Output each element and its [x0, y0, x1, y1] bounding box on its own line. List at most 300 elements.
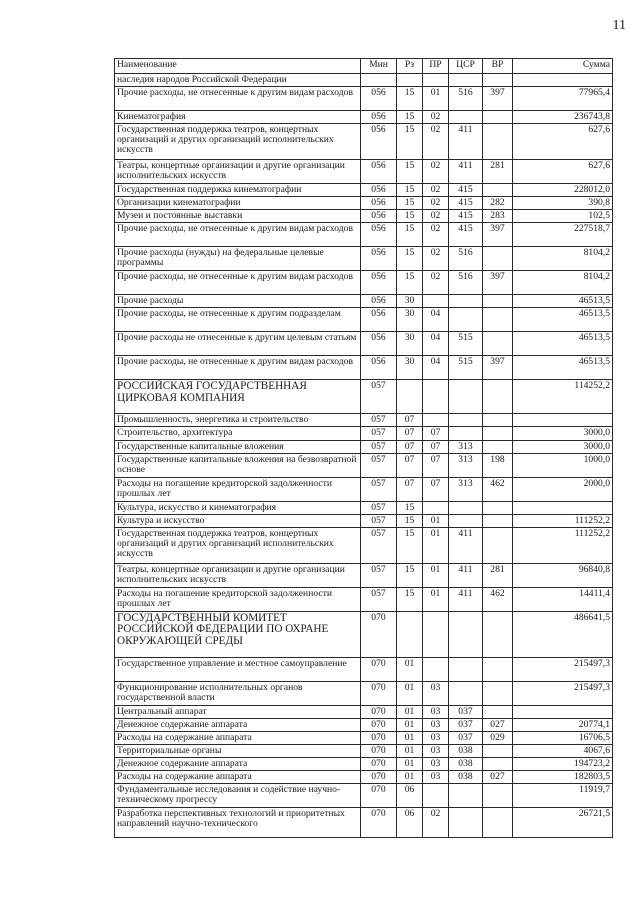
- row-name-cell: Прочие расходы, не отнесенные к другим подразделам: [115, 308, 361, 332]
- row-name-cell: Прочие расходы, не отнесенные к другим видам расходов: [115, 87, 361, 111]
- table-row: [115, 210, 613, 223]
- table-row: [115, 380, 613, 414]
- row-min-cell: 056: [361, 223, 397, 247]
- row-pr-cell: 04: [423, 356, 449, 380]
- table-row: [115, 197, 613, 210]
- row-vr-cell: 281: [483, 563, 513, 587]
- table-row: [115, 332, 613, 356]
- row-rz-cell: 06: [397, 808, 423, 838]
- row-pr-cell: 07: [423, 440, 449, 453]
- row-sum-cell: 2000,0: [513, 477, 613, 501]
- row-name-cell: Организации кинематографии: [115, 197, 361, 210]
- row-pr-cell: 02: [423, 808, 449, 838]
- row-name-cell: Территориальные органы: [115, 744, 361, 757]
- row-sum-cell: 3000,0: [513, 440, 613, 453]
- row-rz-cell: 15: [397, 160, 423, 184]
- row-vr-cell: 198: [483, 453, 513, 477]
- row-min-cell: 070: [361, 771, 397, 784]
- row-csr-cell: [449, 111, 483, 124]
- row-min-cell: 057: [361, 414, 397, 427]
- row-rz-cell: 15: [397, 124, 423, 160]
- row-sum-cell: 26721,5: [513, 808, 613, 838]
- row-min-cell: 056: [361, 332, 397, 356]
- row-pr-cell: [423, 414, 449, 427]
- header-rz: Рз: [397, 59, 423, 74]
- table-row: [115, 440, 613, 453]
- row-rz-cell: 15: [397, 87, 423, 111]
- row-rz-cell: 01: [397, 731, 423, 744]
- row-name-cell: наследия народов Российской Федерации: [115, 74, 361, 87]
- row-min-cell: 070: [361, 784, 397, 808]
- row-rz-cell: 07: [397, 427, 423, 440]
- table-row: [115, 308, 613, 332]
- row-pr-cell: [423, 380, 449, 414]
- row-min-cell: 057: [361, 563, 397, 587]
- row-name-cell: Кинематография: [115, 111, 361, 124]
- row-rz-cell: 15: [397, 210, 423, 223]
- row-name-cell: Денежное содержание аппарата: [115, 757, 361, 770]
- row-sum-cell: 111252,2: [513, 514, 613, 527]
- row-rz-cell: 15: [397, 527, 423, 563]
- row-vr-cell: 281: [483, 160, 513, 184]
- header-pr: ПР: [423, 59, 449, 74]
- row-rz-cell: 30: [397, 295, 423, 308]
- row-csr-cell: 037: [449, 718, 483, 731]
- row-csr-cell: [449, 380, 483, 414]
- row-min-cell: 057: [361, 501, 397, 514]
- row-name-cell: Театры, концертные организации и другие организации исполнительских искусств: [115, 160, 361, 184]
- row-vr-cell: [483, 527, 513, 563]
- row-rz-cell: [397, 380, 423, 414]
- row-csr-cell: 415: [449, 210, 483, 223]
- row-sum-cell: [513, 414, 613, 427]
- row-csr-cell: 411: [449, 527, 483, 563]
- row-vr-cell: [483, 611, 513, 657]
- row-vr-cell: [483, 332, 513, 356]
- row-sum-cell: 3000,0: [513, 427, 613, 440]
- row-pr-cell: 07: [423, 427, 449, 440]
- table-row: [115, 744, 613, 757]
- row-name-cell: Государственные капитальные вложения: [115, 440, 361, 453]
- row-min-cell: 070: [361, 731, 397, 744]
- row-csr-cell: 516: [449, 271, 483, 295]
- row-pr-cell: 01: [423, 527, 449, 563]
- row-min-cell: 056: [361, 197, 397, 210]
- row-name-cell: Расходы на содержание аппарата: [115, 771, 361, 784]
- row-rz-cell: 01: [397, 681, 423, 705]
- table-row: [115, 74, 613, 87]
- row-rz-cell: 15: [397, 514, 423, 527]
- row-vr-cell: [483, 295, 513, 308]
- row-rz-cell: 01: [397, 771, 423, 784]
- row-vr-cell: [483, 427, 513, 440]
- row-vr-cell: [483, 124, 513, 160]
- row-min-cell: 057: [361, 477, 397, 501]
- row-sum-cell: [513, 501, 613, 514]
- table-row: [115, 223, 613, 247]
- row-rz-cell: 15: [397, 197, 423, 210]
- table-row: [115, 587, 613, 611]
- row-csr-cell: [449, 427, 483, 440]
- row-name-cell: Денежное содержание аппарата: [115, 718, 361, 731]
- row-csr-cell: 038: [449, 771, 483, 784]
- row-csr-cell: 411: [449, 587, 483, 611]
- row-csr-cell: 038: [449, 744, 483, 757]
- row-min-cell: 056: [361, 111, 397, 124]
- row-csr-cell: 516: [449, 247, 483, 271]
- row-sum-cell: 228012,0: [513, 184, 613, 197]
- row-name-cell: Прочие расходы, не отнесенные к другим видам расходов: [115, 271, 361, 295]
- row-csr-cell: 411: [449, 124, 483, 160]
- row-sum-cell: 227518,7: [513, 223, 613, 247]
- row-rz-cell: 30: [397, 308, 423, 332]
- row-vr-cell: [483, 501, 513, 514]
- row-pr-cell: [423, 295, 449, 308]
- row-min-cell: 070: [361, 681, 397, 705]
- row-sum-cell: 16706,5: [513, 731, 613, 744]
- row-sum-cell: 194723,2: [513, 757, 613, 770]
- row-name-cell: Государственная поддержка кинематографии: [115, 184, 361, 197]
- header-min: Мин: [361, 59, 397, 74]
- table-row: [115, 784, 613, 808]
- row-rz-cell: [397, 74, 423, 87]
- row-min-cell: 070: [361, 718, 397, 731]
- header-name: Наименование: [115, 59, 361, 74]
- table-row: [115, 731, 613, 744]
- row-name-cell: Центральный аппарат: [115, 705, 361, 718]
- row-rz-cell: 06: [397, 784, 423, 808]
- row-sum-cell: 182803,5: [513, 771, 613, 784]
- row-sum-cell: 627,6: [513, 160, 613, 184]
- row-sum-cell: 8104,2: [513, 247, 613, 271]
- row-csr-cell: [449, 514, 483, 527]
- row-sum-cell: 1000,0: [513, 453, 613, 477]
- row-csr-cell: 415: [449, 223, 483, 247]
- row-name-cell: ГОСУДАРСТВЕННЫЙ КОМИТЕТ РОССИЙСКОЙ ФЕДЕРАЦИИ ПО ОХРАНЕ ОКРУЖАЮЩЕЙ СРЕДЫ: [115, 611, 361, 657]
- row-sum-cell: 390,8: [513, 197, 613, 210]
- row-name-cell: Промышленность, энергетика и строительство: [115, 414, 361, 427]
- table-row: [115, 611, 613, 657]
- table-row: [115, 477, 613, 501]
- row-sum-cell: 46513,5: [513, 295, 613, 308]
- row-min-cell: 057: [361, 380, 397, 414]
- row-sum-cell: 46513,5: [513, 308, 613, 332]
- row-sum-cell: 14411,4: [513, 587, 613, 611]
- row-name-cell: Разработка перспективных технологий и приоритетных направлений научно-технического: [115, 808, 361, 838]
- row-sum-cell: 114252,2: [513, 380, 613, 414]
- row-vr-cell: 462: [483, 587, 513, 611]
- row-name-cell: Музеи и постоянные выставки: [115, 210, 361, 223]
- table-body: [115, 74, 613, 838]
- row-sum-cell: 46513,5: [513, 356, 613, 380]
- row-vr-cell: 027: [483, 718, 513, 731]
- row-pr-cell: [423, 611, 449, 657]
- row-vr-cell: [483, 308, 513, 332]
- row-csr-cell: [449, 295, 483, 308]
- row-pr-cell: 02: [423, 247, 449, 271]
- row-csr-cell: [449, 808, 483, 838]
- row-rz-cell: 15: [397, 184, 423, 197]
- table-row: [115, 527, 613, 563]
- row-pr-cell: 03: [423, 731, 449, 744]
- row-vr-cell: [483, 784, 513, 808]
- row-rz-cell: 30: [397, 332, 423, 356]
- row-min-cell: 057: [361, 453, 397, 477]
- table-row: [115, 718, 613, 731]
- table-row: [115, 705, 613, 718]
- row-min-cell: 057: [361, 514, 397, 527]
- row-rz-cell: 15: [397, 223, 423, 247]
- row-vr-cell: [483, 808, 513, 838]
- row-min-cell: 056: [361, 87, 397, 111]
- row-rz-cell: 07: [397, 453, 423, 477]
- row-rz-cell: 07: [397, 477, 423, 501]
- row-csr-cell: 411: [449, 563, 483, 587]
- row-sum-cell: 215497,3: [513, 657, 613, 681]
- row-pr-cell: 07: [423, 477, 449, 501]
- row-min-cell: 057: [361, 427, 397, 440]
- table-row: [115, 501, 613, 514]
- row-rz-cell: 07: [397, 414, 423, 427]
- row-pr-cell: 01: [423, 587, 449, 611]
- row-pr-cell: 04: [423, 308, 449, 332]
- row-min-cell: 057: [361, 527, 397, 563]
- row-csr-cell: 415: [449, 197, 483, 210]
- row-csr-cell: 038: [449, 757, 483, 770]
- row-sum-cell: 8104,2: [513, 271, 613, 295]
- row-pr-cell: 03: [423, 718, 449, 731]
- row-rz-cell: 07: [397, 440, 423, 453]
- row-pr-cell: 02: [423, 223, 449, 247]
- table-row: [115, 771, 613, 784]
- row-sum-cell: 46513,5: [513, 332, 613, 356]
- header-csr: ЦСР: [449, 59, 483, 74]
- row-pr-cell: 03: [423, 744, 449, 757]
- row-sum-cell: 4067,6: [513, 744, 613, 757]
- table-row: [115, 295, 613, 308]
- budget-table: [114, 58, 613, 838]
- header-sum: Сумма: [513, 59, 613, 74]
- row-vr-cell: [483, 514, 513, 527]
- row-csr-cell: [449, 308, 483, 332]
- row-rz-cell: 15: [397, 247, 423, 271]
- row-pr-cell: 02: [423, 124, 449, 160]
- row-pr-cell: 03: [423, 681, 449, 705]
- row-rz-cell: 15: [397, 111, 423, 124]
- row-pr-cell: 03: [423, 705, 449, 718]
- row-csr-cell: 037: [449, 731, 483, 744]
- row-vr-cell: 029: [483, 731, 513, 744]
- row-name-cell: Культура и искусство: [115, 514, 361, 527]
- row-pr-cell: 02: [423, 210, 449, 223]
- row-sum-cell: 102,5: [513, 210, 613, 223]
- row-vr-cell: [483, 184, 513, 197]
- row-vr-cell: 397: [483, 223, 513, 247]
- row-sum-cell: [513, 705, 613, 718]
- table-row: [115, 657, 613, 681]
- row-csr-cell: 411: [449, 160, 483, 184]
- row-name-cell: Фундаментальные исследования и содействие научно-техническому прогрессу: [115, 784, 361, 808]
- row-rz-cell: 01: [397, 657, 423, 681]
- row-sum-cell: 20774,1: [513, 718, 613, 731]
- row-vr-cell: [483, 440, 513, 453]
- row-pr-cell: 02: [423, 111, 449, 124]
- row-rz-cell: 01: [397, 744, 423, 757]
- row-name-cell: Прочие расходы: [115, 295, 361, 308]
- row-pr-cell: 02: [423, 184, 449, 197]
- row-rz-cell: 15: [397, 587, 423, 611]
- row-vr-cell: [483, 414, 513, 427]
- row-name-cell: Прочие расходы (нужды) на федеральные целевые программы: [115, 247, 361, 271]
- row-sum-cell: 96840,8: [513, 563, 613, 587]
- table-row: [115, 111, 613, 124]
- row-min-cell: 056: [361, 295, 397, 308]
- row-pr-cell: [423, 784, 449, 808]
- row-min-cell: 070: [361, 757, 397, 770]
- row-min-cell: 057: [361, 587, 397, 611]
- row-rz-cell: 30: [397, 356, 423, 380]
- row-pr-cell: 02: [423, 271, 449, 295]
- row-min-cell: 056: [361, 210, 397, 223]
- table-row: [115, 681, 613, 705]
- row-name-cell: Государственная поддержка театров, концертных организаций и других организаций исполнительских искусств: [115, 124, 361, 160]
- row-vr-cell: 027: [483, 771, 513, 784]
- row-min-cell: [361, 74, 397, 87]
- row-min-cell: 056: [361, 308, 397, 332]
- row-min-cell: 070: [361, 705, 397, 718]
- row-csr-cell: 313: [449, 453, 483, 477]
- row-name-cell: Расходы на погашение кредиторской задолженности прошлых лет: [115, 477, 361, 501]
- table-row: [115, 514, 613, 527]
- table-row: [115, 757, 613, 770]
- row-rz-cell: 01: [397, 718, 423, 731]
- row-pr-cell: 01: [423, 514, 449, 527]
- row-sum-cell: 486641,5: [513, 611, 613, 657]
- row-rz-cell: 15: [397, 271, 423, 295]
- row-csr-cell: 515: [449, 356, 483, 380]
- row-name-cell: Функционирование исполнительных органов государственной власти: [115, 681, 361, 705]
- row-csr-cell: 516: [449, 87, 483, 111]
- row-csr-cell: 313: [449, 440, 483, 453]
- row-min-cell: 056: [361, 160, 397, 184]
- row-sum-cell: [513, 74, 613, 87]
- row-vr-cell: 397: [483, 87, 513, 111]
- row-sum-cell: 111252,2: [513, 527, 613, 563]
- row-sum-cell: 215497,3: [513, 681, 613, 705]
- row-name-cell: РОССИЙСКАЯ ГОСУДАРСТВЕННАЯ ЦИРКОВАЯ КОМПАНИЯ: [115, 380, 361, 414]
- row-min-cell: 070: [361, 657, 397, 681]
- row-pr-cell: [423, 501, 449, 514]
- row-pr-cell: 01: [423, 563, 449, 587]
- row-csr-cell: [449, 611, 483, 657]
- row-pr-cell: 01: [423, 87, 449, 111]
- row-csr-cell: 313: [449, 477, 483, 501]
- row-pr-cell: 02: [423, 160, 449, 184]
- table-row: [115, 160, 613, 184]
- row-csr-cell: [449, 784, 483, 808]
- row-csr-cell: [449, 74, 483, 87]
- table-row: [115, 271, 613, 295]
- row-csr-cell: [449, 501, 483, 514]
- row-pr-cell: 07: [423, 453, 449, 477]
- table-row: [115, 808, 613, 838]
- row-vr-cell: [483, 705, 513, 718]
- row-pr-cell: 03: [423, 757, 449, 770]
- row-name-cell: Расходы на погашение кредиторской задолженности прошлых лет: [115, 587, 361, 611]
- row-vr-cell: [483, 744, 513, 757]
- row-vr-cell: [483, 111, 513, 124]
- table-row: [115, 414, 613, 427]
- row-min-cell: 056: [361, 356, 397, 380]
- row-csr-cell: 515: [449, 332, 483, 356]
- row-sum-cell: 236743,8: [513, 111, 613, 124]
- row-name-cell: Строительство, архитектура: [115, 427, 361, 440]
- row-pr-cell: 04: [423, 332, 449, 356]
- row-rz-cell: 01: [397, 757, 423, 770]
- row-pr-cell: [423, 657, 449, 681]
- page-number: 11: [612, 18, 626, 33]
- row-name-cell: Культура, искусство и кинематография: [115, 501, 361, 514]
- row-vr-cell: 397: [483, 356, 513, 380]
- row-name-cell: Прочие расходы не отнесенные к другим целевым статьям: [115, 332, 361, 356]
- row-vr-cell: [483, 657, 513, 681]
- row-rz-cell: 15: [397, 501, 423, 514]
- row-name-cell: Прочие расходы, не отнесенные к другим видам расходов: [115, 223, 361, 247]
- row-pr-cell: 03: [423, 771, 449, 784]
- row-rz-cell: 15: [397, 563, 423, 587]
- table-row: [115, 453, 613, 477]
- row-vr-cell: [483, 74, 513, 87]
- row-min-cell: 070: [361, 611, 397, 657]
- row-vr-cell: [483, 247, 513, 271]
- row-name-cell: Прочие расходы, не отнесенные к другим видам расходов: [115, 356, 361, 380]
- row-min-cell: 070: [361, 808, 397, 838]
- table-row: [115, 124, 613, 160]
- header-vr: ВР: [483, 59, 513, 74]
- row-vr-cell: [483, 380, 513, 414]
- table-row: [115, 247, 613, 271]
- row-csr-cell: [449, 657, 483, 681]
- row-pr-cell: [423, 74, 449, 87]
- table-row: [115, 87, 613, 111]
- table-row: [115, 356, 613, 380]
- row-min-cell: 056: [361, 271, 397, 295]
- row-csr-cell: [449, 681, 483, 705]
- row-csr-cell: 415: [449, 184, 483, 197]
- row-name-cell: Государственное управление и местное самоуправление: [115, 657, 361, 681]
- row-name-cell: Театры, концертные организации и другие организации исполнительских искусств: [115, 563, 361, 587]
- row-vr-cell: 282: [483, 197, 513, 210]
- row-min-cell: 056: [361, 124, 397, 160]
- row-sum-cell: 627,6: [513, 124, 613, 160]
- row-name-cell: Государственная поддержка театров, концертных организаций и других организаций исполнительских искусств: [115, 527, 361, 563]
- table-header-row: [115, 59, 613, 74]
- row-vr-cell: 462: [483, 477, 513, 501]
- row-sum-cell: 11919,7: [513, 784, 613, 808]
- row-name-cell: Государственные капитальные вложения на безвозвратной основе: [115, 453, 361, 477]
- table-row: [115, 184, 613, 197]
- row-name-cell: Расходы на содержание аппарата: [115, 731, 361, 744]
- row-min-cell: 057: [361, 440, 397, 453]
- row-csr-cell: 037: [449, 705, 483, 718]
- table-row: [115, 563, 613, 587]
- row-rz-cell: 01: [397, 705, 423, 718]
- row-rz-cell: [397, 611, 423, 657]
- row-csr-cell: [449, 414, 483, 427]
- row-sum-cell: 77965,4: [513, 87, 613, 111]
- row-min-cell: 070: [361, 744, 397, 757]
- row-pr-cell: 02: [423, 197, 449, 210]
